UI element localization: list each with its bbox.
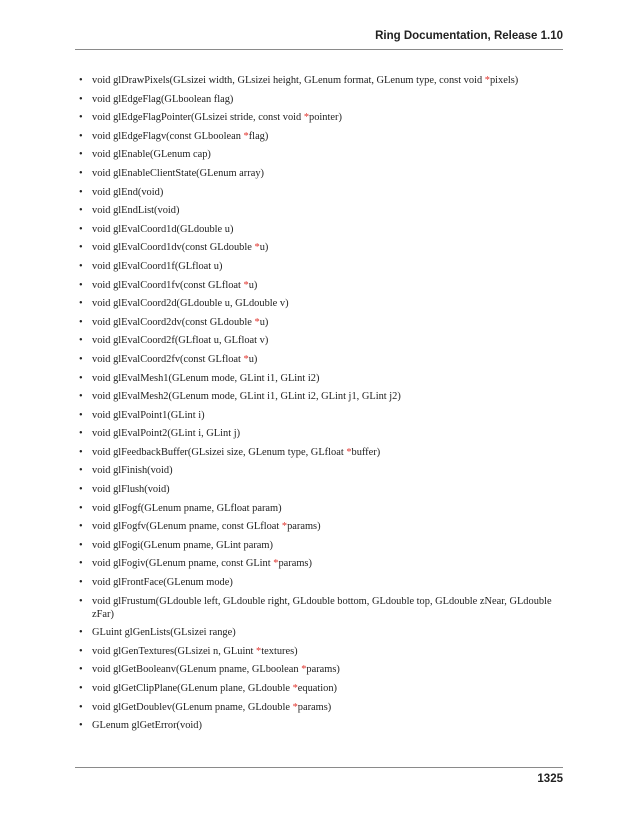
function-signature-rest: u) (259, 242, 269, 254)
pointer-asterisk: * (346, 446, 352, 458)
bullet-icon: • (79, 372, 83, 384)
bullet-icon: • (79, 298, 83, 310)
bullet-icon: • (79, 130, 83, 142)
bullet-icon: • (79, 260, 83, 272)
list-item (75, 539, 565, 552)
bullet-icon: • (79, 242, 83, 254)
pointer-asterisk: * (292, 683, 298, 694)
list-item (75, 645, 565, 658)
function-signature: void glEvalCoord1f(GLfloat u) (92, 260, 223, 272)
list-item (75, 502, 565, 515)
function-signature-rest: u) (248, 279, 258, 291)
function-signature: void glEdgeFlagv(const GLboolean (92, 130, 244, 142)
list-item (75, 372, 565, 385)
function-signature: void glFrustum(GLdouble left, GLdouble right, GLdouble bottom, GLdouble top, GLdouble zNear, GLdouble zFar) (92, 595, 552, 620)
bullet-icon: • (79, 627, 83, 639)
bullet-icon: • (79, 316, 83, 328)
pointer-asterisk: * (484, 75, 490, 86)
pointer-asterisk: * (243, 130, 249, 142)
function-signature: void glGetBooleanv(GLenum pname, GLboolean (92, 664, 302, 676)
bullet-icon: • (79, 75, 83, 86)
bullet-icon: • (79, 720, 83, 732)
function-signature: void glFogfv(GLenum pname, const GLfloat (92, 521, 282, 533)
list-item (75, 576, 565, 589)
list-item (75, 595, 565, 621)
pointer-asterisk: * (273, 558, 279, 570)
list-item (75, 241, 565, 254)
list-item (75, 93, 565, 106)
function-signature: void glFogiv(GLenum pname, const GLint (92, 558, 274, 570)
list-item (75, 148, 565, 161)
bullet-icon: • (79, 701, 83, 713)
function-signature: void glEvalPoint1(GLint i) (92, 409, 205, 421)
list-item (75, 390, 565, 403)
bullet-icon: • (79, 577, 83, 589)
list-item (75, 353, 565, 366)
list-item (75, 74, 565, 87)
function-signature: void glFinish(void) (92, 465, 173, 477)
bullet-icon: • (79, 465, 83, 477)
function-signature-rest: pointer) (309, 112, 342, 124)
pointer-asterisk: * (292, 701, 298, 713)
list-item (75, 446, 565, 459)
function-signature: void glEvalMesh2(GLenum mode, GLint i1, GLint i2, GLint j1, GLint j2) (92, 391, 401, 403)
bullet-icon: • (79, 93, 83, 105)
bullet-icon: • (79, 186, 83, 198)
pointer-asterisk: * (281, 521, 288, 533)
function-signature: void glFogf(GLenum pname, GLfloat param) (92, 502, 282, 514)
list-item (75, 701, 565, 714)
header-title: Ring Documentation, Release 1.10 (375, 30, 563, 42)
function-signature: void glEvalCoord2fv(const GLfloat (92, 353, 244, 365)
list-item (75, 204, 565, 217)
list-item (75, 186, 565, 199)
bullet-icon: • (79, 664, 83, 676)
function-signature-rest: params) (297, 701, 332, 713)
header-rule (75, 49, 563, 50)
pointer-asterisk: * (303, 112, 310, 124)
list-item (75, 316, 565, 329)
list-item (75, 334, 565, 347)
function-signature-rest: pixels) (489, 75, 519, 86)
list-item (75, 297, 565, 310)
function-signature: void glEvalCoord1fv(const GLfloat (92, 279, 244, 291)
list-item (75, 427, 565, 440)
bullet-icon: • (79, 205, 83, 217)
function-signature: void glFrontFace(GLenum mode) (92, 577, 233, 589)
bullet-icon: • (79, 409, 83, 421)
function-signature: void glEvalCoord2d(GLdouble u, GLdouble v) (92, 298, 289, 310)
function-signature: void glEnableClientState(GLenum array) (92, 167, 264, 179)
function-signature: void glFogi(GLenum pname, GLint param) (92, 539, 273, 551)
function-signature: void glFlush(void) (92, 484, 170, 496)
bullet-icon: • (79, 428, 83, 440)
function-signature: void glGetDoublev(GLenum pname, GLdouble (92, 701, 293, 713)
function-signature-rest: textures) (261, 645, 298, 657)
function-list (75, 74, 565, 738)
list-item (75, 483, 565, 496)
function-signature: void glEndList(void) (92, 205, 180, 217)
bullet-icon: • (79, 167, 83, 179)
list-item (75, 464, 565, 477)
bullet-icon: • (79, 279, 83, 291)
bullet-icon: • (79, 558, 83, 570)
bullet-icon: • (79, 446, 83, 458)
function-signature: void glEvalCoord2dv(const GLdouble (92, 316, 255, 328)
function-signature: void glEvalCoord2f(GLfloat u, GLfloat v) (92, 335, 269, 347)
list-item (75, 520, 565, 533)
page-number: 1325 (537, 773, 563, 785)
list-item (75, 626, 565, 639)
function-signature: void glFeedbackBuffer(GLsizei size, GLenum type, GLfloat (92, 446, 347, 458)
list-item (75, 130, 565, 143)
list-item (75, 279, 565, 292)
function-signature: void glEvalMesh1(GLenum mode, GLint i1, GLint i2) (92, 372, 320, 384)
bullet-icon: • (79, 391, 83, 403)
function-signature: GLuint glGenLists(GLsizei range) (92, 627, 236, 639)
function-signature-rest: params) (306, 664, 340, 676)
bullet-icon: • (79, 149, 83, 161)
function-signature: void glEvalCoord1dv(const GLdouble (92, 242, 255, 254)
bullet-icon: • (79, 223, 83, 235)
function-signature: void glEvalPoint2(GLint i, GLint j) (92, 428, 241, 440)
function-signature-rest: u) (248, 353, 258, 365)
function-signature-rest: flag) (248, 130, 269, 142)
function-signature-rest: equation) (297, 683, 338, 694)
function-signature: void glEnd(void) (92, 186, 164, 198)
list-item (75, 111, 565, 124)
list-item (75, 719, 565, 732)
pointer-asterisk: * (254, 242, 260, 254)
function-signature: void glGetClipPlane(GLenum plane, GLdouble (92, 683, 293, 694)
bullet-icon: • (79, 353, 83, 365)
bullet-icon: • (79, 112, 83, 124)
list-item (75, 663, 565, 676)
pointer-asterisk: * (243, 353, 249, 365)
bullet-icon: • (79, 335, 83, 347)
list-item (75, 409, 565, 422)
bullet-icon: • (79, 484, 83, 496)
bullet-icon: • (79, 539, 83, 551)
function-signature: void glEdgeFlag(GLboolean flag) (92, 93, 234, 105)
function-signature-rest: buffer) (351, 446, 381, 458)
list-item (75, 260, 565, 273)
function-signature-rest: u) (259, 316, 269, 328)
list-item (75, 167, 565, 180)
function-signature: void glGenTextures(GLsizei n, GLuint (92, 645, 257, 657)
pointer-asterisk: * (301, 664, 307, 676)
footer-rule (75, 767, 563, 768)
function-signature-rest: params) (278, 558, 312, 570)
function-signature: void glEdgeFlagPointer(GLsizei stride, const void (92, 112, 304, 124)
function-signature: GLenum glGetError(void) (92, 720, 202, 732)
bullet-icon: • (79, 595, 83, 607)
list-item (75, 557, 565, 570)
list-item (75, 223, 565, 236)
list-item (75, 682, 565, 695)
pointer-asterisk: * (256, 645, 262, 657)
bullet-icon: • (79, 683, 83, 694)
bullet-icon: • (79, 502, 83, 514)
function-signature: void glDrawPixels(GLsizei width, GLsizei height, GLenum format, GLenum type, const void (92, 75, 485, 86)
function-signature: void glEvalCoord1d(GLdouble u) (92, 223, 234, 235)
bullet-icon: • (79, 645, 83, 657)
pointer-asterisk: * (243, 279, 249, 291)
pointer-asterisk: * (254, 316, 260, 328)
function-signature-rest: params) (287, 521, 321, 533)
bullet-icon: • (79, 521, 83, 533)
function-signature: void glEnable(GLenum cap) (92, 149, 211, 161)
